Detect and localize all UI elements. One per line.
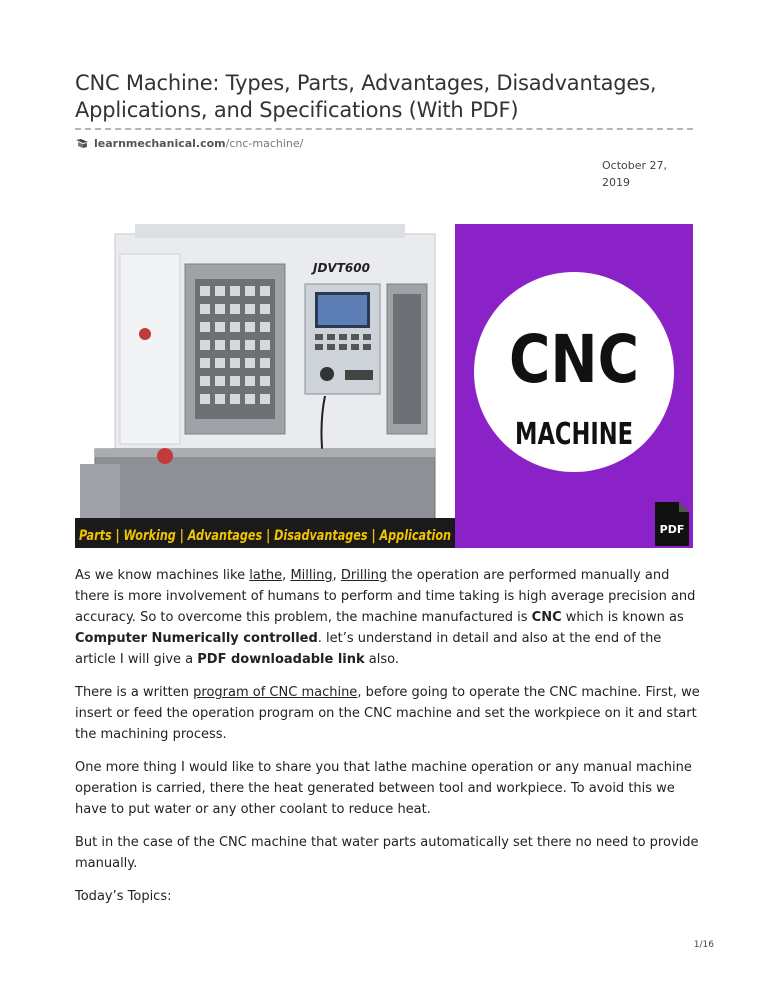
link-milling[interactable]: Milling bbox=[290, 568, 333, 583]
machine-brand-label: JDVT600 bbox=[313, 261, 370, 275]
text: , bbox=[332, 568, 341, 583]
source-link[interactable] bbox=[75, 136, 303, 152]
text: . let’s understand in detail and also at the end of the article I will give a bbox=[75, 631, 662, 667]
paragraph-intro bbox=[75, 565, 700, 670]
paragraph-coolant: One more thing I would like to share you that lathe machine operation or any manual machine operation is carried, there the heat generated between tool and workpiece. To avoid this we have to put water or any other coolant to reduce heat. bbox=[75, 760, 692, 817]
publish-date-line1: October 27, bbox=[602, 159, 668, 172]
publish-date-line2: 2019 bbox=[602, 176, 630, 189]
article-body bbox=[75, 565, 700, 919]
cnc-badge-title: CNC bbox=[509, 321, 639, 398]
text: There is a written bbox=[75, 685, 194, 700]
text: , bbox=[282, 568, 291, 583]
hero-image bbox=[75, 224, 693, 548]
pdf-file-label: PDF bbox=[659, 523, 685, 536]
pdf-file-icon bbox=[655, 502, 689, 546]
article-title: CNC Machine: Types, Parts, Advantages, Disadvantages, Applications, and Specifications (With PDF) bbox=[75, 71, 657, 122]
text: the operation are performed manually and there is more involvement of humans to perform and time taking is high average precision and accuracy. So to overcome this problem, the machine manufactured is bbox=[75, 568, 696, 625]
link-lathe[interactable]: lathe bbox=[249, 568, 283, 583]
cnc-machine-illustration bbox=[80, 224, 435, 524]
bold-cnc: CNC bbox=[531, 610, 562, 625]
paragraph-program bbox=[75, 682, 700, 745]
source-domain[interactable]: learnmechanical.com bbox=[94, 137, 226, 150]
cnc-badge-subtitle: MACHINE bbox=[515, 417, 633, 452]
text: , before going to operate the CNC machine. First, we insert or feed the operation program on the CNC machine and set the workpiece on it and start the machining process. bbox=[75, 685, 700, 742]
bold-pdf-link: PDF downloadable link bbox=[197, 652, 365, 667]
source-path[interactable]: /cnc-machine/ bbox=[225, 137, 304, 150]
page-number: 1/16 bbox=[693, 940, 714, 950]
bold-computer-numerically-controlled: Computer Numerically controlled bbox=[75, 631, 318, 646]
site-favicon-icon bbox=[75, 138, 89, 150]
hero-banner-text: Parts | Working | Advantages | Disadvantages | Application bbox=[79, 528, 451, 544]
paragraph-water-parts: But in the case of the CNC machine that water parts automatically set there no need to provide manually. bbox=[75, 835, 699, 871]
title-divider bbox=[75, 128, 693, 130]
text: As we know machines like bbox=[75, 568, 250, 583]
paragraph-topics-heading: Today’s Topics: bbox=[75, 889, 172, 904]
link-drilling[interactable]: Drilling bbox=[340, 568, 388, 583]
text: also. bbox=[364, 652, 399, 667]
text: which is known as bbox=[561, 610, 684, 625]
link-program-of-cnc-machine[interactable]: program of CNC machine bbox=[193, 685, 358, 700]
publish-date bbox=[602, 157, 682, 191]
